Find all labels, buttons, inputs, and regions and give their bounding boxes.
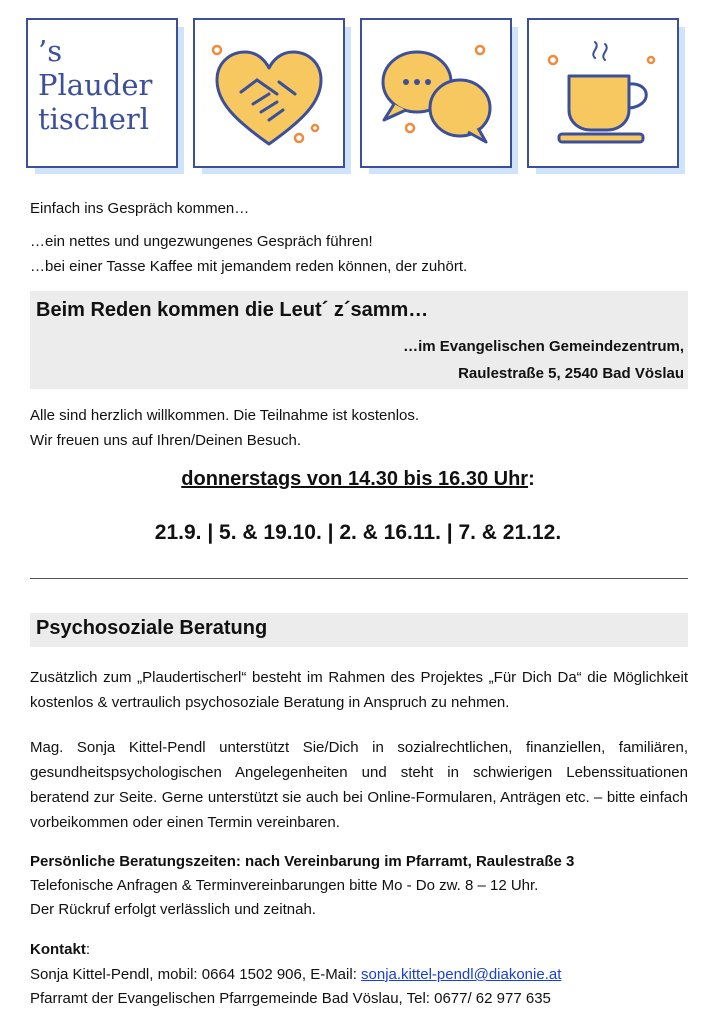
logo-tile xyxy=(26,18,178,168)
counseling-paragraph: Mag. Sonja Kittel-Pendl unterstützt Sie/Dich in sozialrechtlichen, finanziellen, familiären, gesundheitspsychologischen Angelegenheiten und steht in schwierigen Lebenssituationen beratend zur Seite. Gerne unterstützt sie auch bei Online-Formularen, Anträgen etc. – bitte einfach vorbeikommen oder einen Termin vereinbaren. xyxy=(30,739,688,831)
divider xyxy=(30,578,688,579)
location-line: …im Evangelischen Gemeindezentrum, xyxy=(403,338,684,355)
contact-label: Kontakt xyxy=(30,941,86,958)
schedule-time-text: donnerstags von 14.30 bis 16.30 Uhr xyxy=(181,468,529,490)
banner-location xyxy=(403,333,684,387)
speech-tile xyxy=(360,18,512,168)
email-link[interactable]: sonja.kittel-pendl@diakonie.at xyxy=(361,966,562,983)
schedule-time xyxy=(0,468,716,491)
contact-colon: : xyxy=(85,941,91,958)
banner xyxy=(30,291,688,389)
hours-line: Der Rückruf erfolgt verlässlich und zeitnah. xyxy=(30,901,316,918)
speech-bubbles-icon xyxy=(362,20,510,166)
contact-line xyxy=(30,962,561,987)
contact-prefix: Sonja Kittel-Pendl, mobil: 0664 1502 906, E-Mail: xyxy=(30,966,362,983)
coffee-cup-icon xyxy=(529,20,677,166)
counseling-paragraph: Zusätzlich zum „Plaudertischerl“ besteht im Rahmen des Projektes „Für Dich Da“ die Möglichkeit kostenlos & vertraulich psychosoziale Beratung in Anspruch zu nehmen. xyxy=(30,669,688,711)
welcome-line: Alle sind herzlich willkommen. Die Teilnahme ist kostenlos. xyxy=(30,407,420,424)
welcome-line: Wir freuen uns auf Ihren/Deinen Besuch. xyxy=(30,432,301,449)
banner-title: Beim Reden kommen die Leut´ z´samm… xyxy=(36,299,429,321)
logo-line: Plauder xyxy=(38,68,153,102)
counseling-banner xyxy=(30,613,688,647)
contact-line: Pfarramt der Evangelischen Pfarrgemeinde Bad Vöslau, Tel: 0677/ 62 977 635 xyxy=(30,990,551,1007)
schedule-colon: : xyxy=(528,468,535,490)
logo-text xyxy=(38,34,152,136)
counseling-title: Psychosoziale Beratung xyxy=(36,617,268,639)
intro-line: …bei einer Tasse Kaffee mit jemandem reden können, der zuhört. xyxy=(30,258,468,275)
hours-heading: Persönliche Beratungszeiten: nach Vereinbarung im Pfarramt, Raulestraße 3 xyxy=(30,853,575,870)
schedule-dates: 21.9. | 5. & 19.10. | 2. & 16.11. | 7. & 21.12. xyxy=(154,521,562,544)
logo-line: tischerl xyxy=(38,102,150,136)
contact-heading xyxy=(30,937,90,962)
handshake-heart-icon xyxy=(195,20,343,166)
intro-line: Einfach ins Gespräch kommen… xyxy=(30,200,250,217)
logo-line: ’s xyxy=(38,34,63,68)
hours-line: Telefonische Anfragen & Terminvereinbarungen bitte Mo - Do zw. 8 – 12 Uhr. xyxy=(30,877,539,894)
handshake-tile xyxy=(193,18,345,168)
location-line: Raulestraße 5, 2540 Bad Vöslau xyxy=(458,365,684,382)
intro-line: …ein nettes und ungezwungenes Gespräch führen! xyxy=(30,233,373,250)
coffee-tile xyxy=(527,18,679,168)
